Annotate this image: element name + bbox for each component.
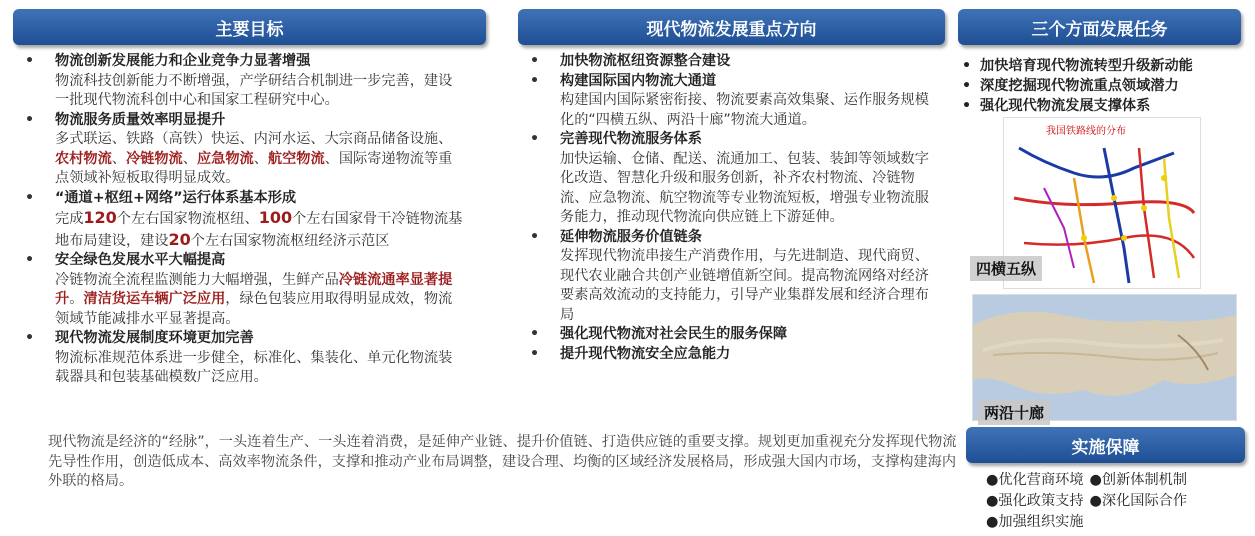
bullet: • (530, 53, 540, 69)
body-text: 个左右国家骨干冷链物流基地布局建设，建设 (55, 211, 463, 249)
goal-heading: 物流创新发展能力和企业竞争力显著增强 (55, 53, 311, 69)
highlight-text: 冷链物流 (125, 150, 183, 167)
highlight-text: 航空物流 (267, 150, 325, 167)
header-tasks: 三个方面发展任务 (958, 9, 1241, 45)
goal-body (55, 130, 465, 189)
highlight-text: 清洁货运车辆广泛应用 (83, 291, 226, 307)
implementation-row (986, 491, 1187, 512)
bullet: • (962, 58, 972, 74)
goal-item (25, 189, 465, 252)
body-text: 完成 (55, 211, 84, 227)
goals-list (25, 52, 465, 388)
implementation-item: ●强化政策支持 (986, 493, 1084, 509)
implementation-item: ●深化国际合作 (1089, 493, 1188, 509)
header-goals: 主要目标 (13, 9, 486, 45)
bullet: • (25, 111, 35, 128)
highlight-text: 20 (168, 229, 191, 249)
highlight-text: 100 (258, 208, 293, 227)
highlight-text: 应急物流 (196, 150, 254, 167)
direction-heading: 强化现代物流对社会民生的服务保障 (560, 326, 788, 342)
direction-heading: 提升现代物流安全应急能力 (560, 345, 731, 362)
task-text: 加快培育现代物流转型升级新动能 (980, 58, 1193, 74)
goal-heading: “通道+枢纽+网络”运行体系基本形成 (55, 189, 297, 206)
task-text: 强化现代物流发展支撑体系 (980, 98, 1151, 114)
bullet: • (530, 326, 540, 342)
direction-item (530, 325, 942, 345)
direction-body: 构建国内国际紧密衔接、物流要素高效集聚、运作服务规模化的“四横五纵、两沿十廊”物流大通道。 (560, 92, 929, 128)
direction-item (530, 130, 942, 228)
goal-body (55, 72, 465, 111)
rail-map-label: 四横五纵 (970, 256, 1042, 281)
bullet: • (530, 345, 540, 362)
task-item (962, 96, 1193, 116)
bullet: • (962, 78, 972, 94)
bullet: • (530, 131, 540, 147)
bullet: • (25, 53, 35, 69)
bullet: • (25, 189, 35, 206)
header-directions: 现代物流发展重点方向 (518, 9, 945, 45)
goal-heading: 物流服务质量效率明显提升 (55, 111, 226, 128)
direction-item (530, 52, 942, 72)
direction-body: 加快运输、仓储、配送、流通加工、包装、装卸等领域数字化改造、智慧化升级和服务创新，补齐农村物流、冷链物流、应急物流、航空物流等专业物流短板，增强专业物流服务能力，推动现代物流向供应链上下游延伸。 (560, 150, 929, 225)
bullet: • (25, 330, 35, 346)
implementation-item: ●加强组织实施 (986, 514, 1084, 530)
goal-item (25, 111, 465, 189)
tasks-list (962, 56, 1193, 116)
task-item (962, 76, 1193, 96)
bullet: • (530, 228, 540, 245)
body-text: 个左右国家物流枢纽、 (116, 211, 259, 227)
bullet: • (25, 252, 35, 268)
body-text: 物流科技创新能力不断增强，产学研结合机制进一步完善，建设一批现代物流科创中心和国家工程研究中心。 (55, 72, 453, 108)
direction-heading: 构建国际国内物流大通道 (560, 72, 717, 89)
task-item (962, 56, 1193, 76)
goal-heading: 安全绿色发展水平大幅提高 (55, 252, 226, 268)
header-implementation: 实施保障 (966, 427, 1245, 463)
highlight-text: 120 (83, 208, 117, 227)
implementation-item: ●创新体制机制 (1089, 472, 1188, 488)
highlight-text: 农村物流 (55, 150, 112, 167)
implementation-row (986, 470, 1187, 491)
goal-item (25, 251, 465, 329)
body-text: 、 (111, 150, 126, 167)
bullet: • (530, 72, 540, 89)
directions-list (530, 52, 942, 364)
direction-item (530, 345, 942, 365)
body-text: 、 (253, 150, 268, 167)
implementation-item: ●优化营商环境 (986, 472, 1084, 488)
bullet: • (962, 98, 972, 114)
direction-body: 发挥现代物流串接生产消费作用，与先进制造、现代商贸、现代农业融合共创产业链增值新空间。提高物流网络对经济要素高效流动的支持能力，引导产业集群发展和经济合理布局 (560, 248, 929, 323)
body-text: 、国际寄递物流等重点领域补短板取得明显成效。 (55, 150, 453, 186)
body-text: ，绿色包装应用取得明显成效，物流领域节能减排水平显著提高。 (55, 291, 453, 327)
direction-item (530, 72, 942, 131)
goal-item (25, 329, 465, 388)
direction-heading: 加快物流枢纽资源整合建设 (560, 53, 731, 69)
body-text: 、 (182, 150, 197, 167)
highlight-text: 冷链流通率显著提升 (55, 271, 453, 307)
goal-body (55, 208, 465, 251)
body-text: 冷链物流全流程监测能力大幅增强，生鲜产品 (55, 271, 339, 288)
body-text: 。 (69, 291, 84, 307)
direction-item (530, 228, 942, 326)
body-text: 个左右国家物流枢纽经济示范区 (190, 232, 390, 249)
goal-item (25, 52, 465, 111)
body-text: 多式联运、铁路（高铁）快运、内河水运、大宗商品储备设施、 (55, 131, 453, 147)
summary-text: 现代物流是经济的“经脉”，一头连着生产、一头连着消费，是延伸产业链、提升价值链、打造供应链的重要支撑。规划更加重视充分发挥现代物流先导性作用，创造低成本、高效率物流条件，支撑和推动产业布局调整，建设合理、均衡的区域经济发展格局，形成强大国内市场，支撑构建海内外联的格局。 (48, 434, 957, 489)
implementation-list (986, 470, 1187, 533)
direction-heading: 完善现代物流服务体系 (560, 131, 702, 147)
implementation-row (986, 512, 1187, 533)
task-text: 深度挖掘现代物流重点领域潜力 (980, 78, 1179, 94)
body-text: 物流标准规范体系进一步健全，标准化、集装化、单元化物流装载器具和包装基础模数广泛应用。 (55, 349, 453, 385)
goal-body (55, 349, 465, 388)
rail-map-title: 我国铁路线的分布 (1046, 126, 1126, 137)
goal-heading: 现代物流发展制度环境更加完善 (55, 330, 254, 346)
corridor-map-label: 两沿十廊 (978, 400, 1050, 425)
goal-body (55, 271, 465, 330)
direction-heading: 延伸物流服务价值链条 (560, 228, 702, 245)
